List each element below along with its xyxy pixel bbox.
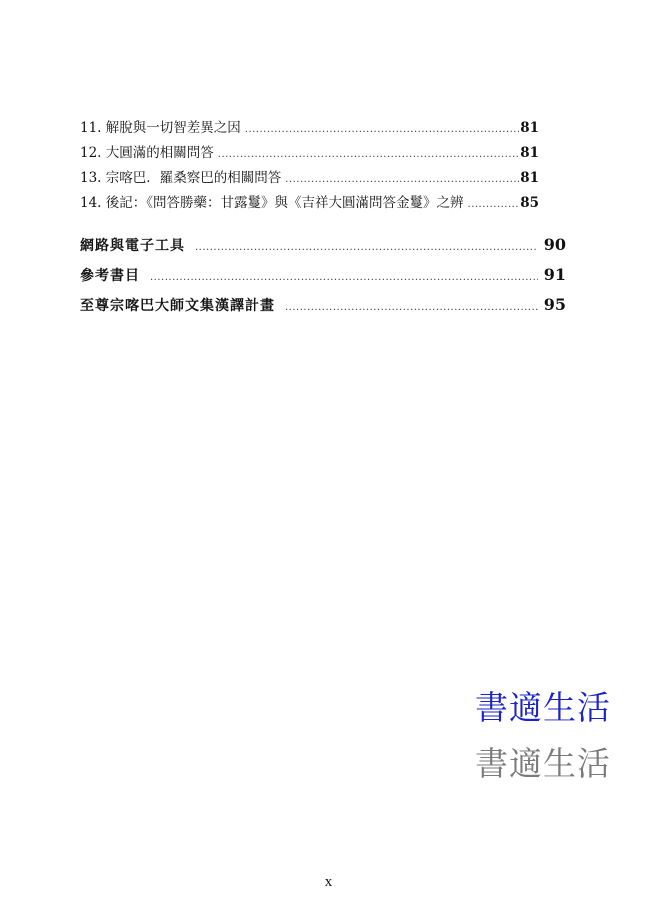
toc-section: [80, 230, 566, 260]
brand-watermark-gray: 書適生活: [475, 744, 611, 783]
toc-section-title: 網路與電子工具: [80, 238, 185, 254]
toc-entry-title: 14. 後記：《問答勝藥：甘露鬘》與《吉祥大圓滿問答金鬘》之辨: [80, 195, 464, 211]
toc-entry: [80, 141, 539, 166]
toc-section-page: 91: [543, 265, 566, 284]
toc-entry-page: 81: [520, 120, 539, 136]
toc-entry-page: 81: [520, 170, 539, 186]
dot-leader: [195, 233, 538, 263]
toc-entry: [80, 166, 539, 191]
dot-leader: [245, 117, 519, 142]
toc-entry: [80, 191, 539, 216]
toc-main-list: [80, 230, 566, 320]
toc-entry-page: 85: [520, 195, 539, 211]
toc-section-page: 95: [543, 295, 566, 314]
dot-leader: [150, 263, 538, 293]
toc-entry-title: 11. 解脫與一切智差異之因: [80, 120, 241, 136]
toc-subsection-list: [80, 116, 539, 216]
toc-section-page: 90: [543, 235, 566, 254]
dot-leader: [468, 192, 520, 217]
toc-entry-page: 81: [520, 145, 539, 161]
dot-leader: [218, 142, 519, 167]
dot-leader: [285, 167, 519, 192]
toc-entry: [80, 116, 539, 141]
toc-section: [80, 290, 566, 320]
toc-entry-title: 12. 大圓滿的相關問答: [80, 145, 214, 161]
toc-section: [80, 260, 566, 290]
page-number: x: [324, 874, 333, 890]
toc-section-title: 參考書目: [80, 268, 140, 284]
dot-leader: [285, 293, 538, 323]
toc-section-title: 至尊宗喀巴大師文集漢譯計畫: [80, 298, 275, 314]
toc-entry-title: 13. 宗喀巴．羅桑察巴的相關問答: [80, 170, 282, 186]
brand-watermark-blue: 書適生活: [475, 688, 611, 727]
